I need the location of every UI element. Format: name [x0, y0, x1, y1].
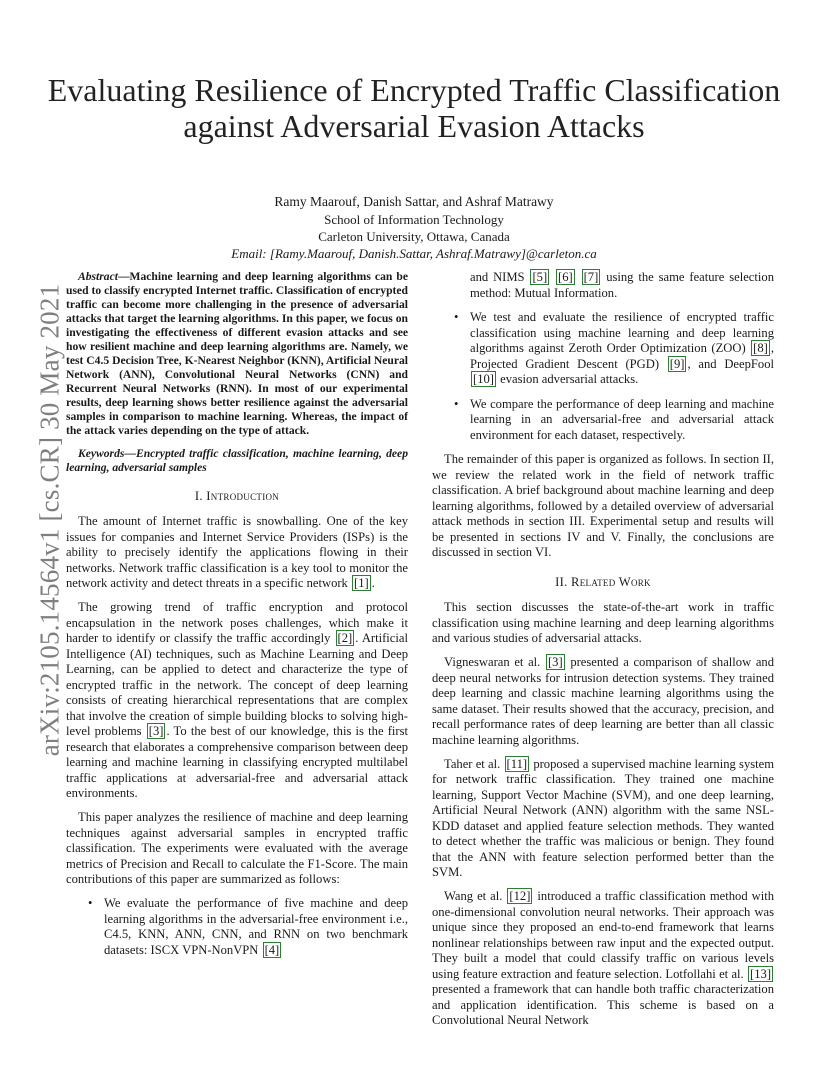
contribution-item [432, 310, 774, 388]
contribution-text: We evaluate the performance of five machine and deep learning algorithms in the adversarial-free environment i.e., C4.5, KNN, ANN, CNN, and RNN on two benchmark datasets: ISCX VPN-NonVPN [104, 896, 408, 957]
related-paragraph-3 [432, 757, 774, 881]
section-heading-related-work: II. Related Work [555, 574, 651, 589]
abstract-lead: Abstract [78, 270, 118, 283]
contribution-text: , and DeepFool [687, 356, 774, 371]
contribution-text: using the same feature selection method: Mutual Information. [470, 270, 774, 300]
contribution-item-continued [432, 270, 774, 301]
contribution-list [66, 896, 408, 958]
left-column [66, 270, 408, 967]
contribution-text: evasion adversarial attacks. [500, 372, 639, 386]
related-p4-text: Wang et al. [444, 889, 503, 903]
affiliation-university: Carleton University, Ottawa, Canada [318, 229, 510, 244]
intro-p2-text: . To the best of our knowledge, this is the first research that elaborates a comprehensive comparison between deep learning and machine learning in classifying encrypted multilabel traffic applications at adversarial-free and adversarial attack environments. [66, 724, 409, 800]
citation-link[interactable]: [5] [532, 270, 548, 284]
contribution-text: We test and evaluate the resilience of encrypted traffic classification using machine learning and deep learning algorithms against Zeroth Order Optimization (ZOO) [470, 310, 774, 355]
intro-paragraph-2 [66, 600, 408, 802]
citation-link[interactable]: [7] [583, 270, 599, 284]
contribution-text: We compare the performance of deep learning and machine learning in an adversarial-free and adversarial attack environment for each dataset, respectively. [470, 396, 774, 442]
related-paragraph-1: This section discusses the state-of-the-art work in traffic classification using machine learning and deep learning algorithms and various studies of adversarial attacks. [432, 600, 774, 645]
citation-link[interactable]: [11] [506, 756, 528, 771]
citation-link[interactable]: [9] [669, 356, 685, 371]
intro-p1-text: The amount of Internet traffic is snowballing. One of the key issues for companies and Internet Service Providers (ISPs) is the ability to precisely identify the applications flowing in their networks. Network traffic classification is a key tool to monitor the network activity and detect threats in a specific network [66, 514, 408, 590]
right-column [432, 270, 774, 1037]
citation-link[interactable]: [3] [547, 655, 563, 669]
citation-link[interactable]: [13] [750, 966, 772, 981]
abstract [66, 270, 408, 438]
citation-link[interactable]: [2] [337, 631, 353, 645]
organization-paragraph: The remainder of this paper is organized as follows. In section II, we review the related work in the field of network traffic classification. A brief background about machine learning and deep learning algorithms, followed by a detailed overview of adversarial attack methods in section III. Experimental setup and results will be presented in sections IV and V. Finally, the conclusions are discussed in section VI. [432, 452, 774, 559]
intro-paragraph-1 [66, 514, 408, 592]
intro-p2-text: The growing trend of traffic encryption and protocol encapsulation in the network poses challenges, which make it harder to identify or classify the traffic accordingly [66, 600, 408, 645]
related-paragraph-2 [432, 655, 774, 748]
paper-title: Evaluating Resilience of Encrypted Traffic Classification against Adversarial Evasion Attacks [47, 72, 781, 144]
related-p4-text: introduced a traffic classification method with one-dimensional convolution neural networks. Their approach was unique since they proposed an end-to-end framework that learns nonlinear relationships between raw input and the expected output. They built a model that could classify traffic on various levels using feature extraction and feature selection. Lotfollahi et al. [432, 889, 775, 981]
citation-link[interactable]: [3] [148, 724, 164, 738]
intro-p2-text: . Artificial Intelligence (AI) techniques, such as Machine Learning and Deep Learning, can be applied to detect and characterize the type of encrypted traffic in the network. The concept of deep learning consists of creating hierarchical representations that are complex that involve the creation of simple building blocks to solving high-level problems [66, 631, 408, 738]
contribution-list-continued [432, 270, 774, 443]
author-list: Ramy Maarouf, Danish Sattar, and Ashraf Matrawy [274, 194, 554, 209]
keywords: Keywords—Encrypted traffic classification, machine learning, deep learning, adversarial samples [66, 446, 408, 474]
related-p3-text: Taher et al. [444, 756, 501, 771]
related-p2-text: presented a comparison of shallow and deep neural networks for intrusion detection systems. They trained deep learning and classic machine learning algorithms using the same dataset. Their results showed that the accuracy, precision, and recall performance rates of deep learning are better than all classic machine learning algorithms. [432, 655, 774, 747]
citation-link[interactable]: [10] [473, 372, 494, 386]
contribution-text: and NIMS [470, 270, 525, 284]
intro-p1-end: . [371, 576, 375, 590]
related-p2-text: Vigneswaran et al. [444, 655, 541, 669]
citation-link[interactable]: [8] [753, 341, 768, 355]
citation-link[interactable]: [4] [264, 942, 280, 957]
related-p4-text: presented a framework that can handle both traffic characterization and application identification. This scheme is based on a Convolutional Neural Network [432, 982, 774, 1027]
author-email[interactable]: Email: [Ramy.Maarouf, Danish.Sattar, Ashraf.Matrawy]@carleton.ca [231, 246, 597, 261]
related-paragraph-4 [432, 889, 774, 1029]
contribution-item [66, 896, 408, 958]
citation-link[interactable]: [1] [354, 576, 369, 590]
affiliation-school: School of Information Technology [324, 212, 504, 227]
section-heading-introduction: I. Introduction [194, 488, 280, 503]
citation-link[interactable]: [12] [509, 889, 531, 903]
contribution-text: , Projected Gradient Descent (PGD) [470, 341, 774, 371]
contribution-item [432, 397, 774, 444]
citation-link[interactable]: [6] [558, 270, 573, 284]
abstract-text: —Machine learning and deep learning algorithms can be used to classify encrypted Internet traffic. Classification of encrypted traffic can become more challenging in the presence of adversarial attacks that target the learning algorithms. In this paper, we focus on investigating the effectiveness of different evasion attacks and see how resilient machine and deep learning algorithms are. Namely, we test C4.5 Decision Tree, K-Nearest Neighbor (KNN), Artificial Neural Network (ANN), Convolutional Neural Networks (CNN) and Recurrent Neural Networks (RNN). In most of our experimental results, deep learning shows better resilience against the adversarial samples in comparison to machine learning. Whereas, the impact of the attack varies depending on the type of attack. [66, 270, 408, 437]
arxiv-identifier: arXiv:2105.14564v1 [cs.CR] 30 May 2021 [34, 283, 65, 757]
intro-paragraph-3: This paper analyzes the resilience of machine and deep learning techniques against adversarial samples in encrypted traffic classification. The experiments were evaluated with the average metrics of Precision and Recall to calculate the F1-Score. The main contributions of this paper are summarized as follows: [66, 810, 408, 886]
related-p3-text: proposed a supervised machine learning system for network traffic classification. They trained one machine learning, Support Vector Machine (SVM), and one deep learning, Artificial Neural Network (ANN) algorithm with the same NSL-KDD dataset and applied feature selection methods. They wanted to detect whether the traffic was malicious or benign. They found that the ANN with feature selection performed better than the SVM. [432, 756, 775, 879]
